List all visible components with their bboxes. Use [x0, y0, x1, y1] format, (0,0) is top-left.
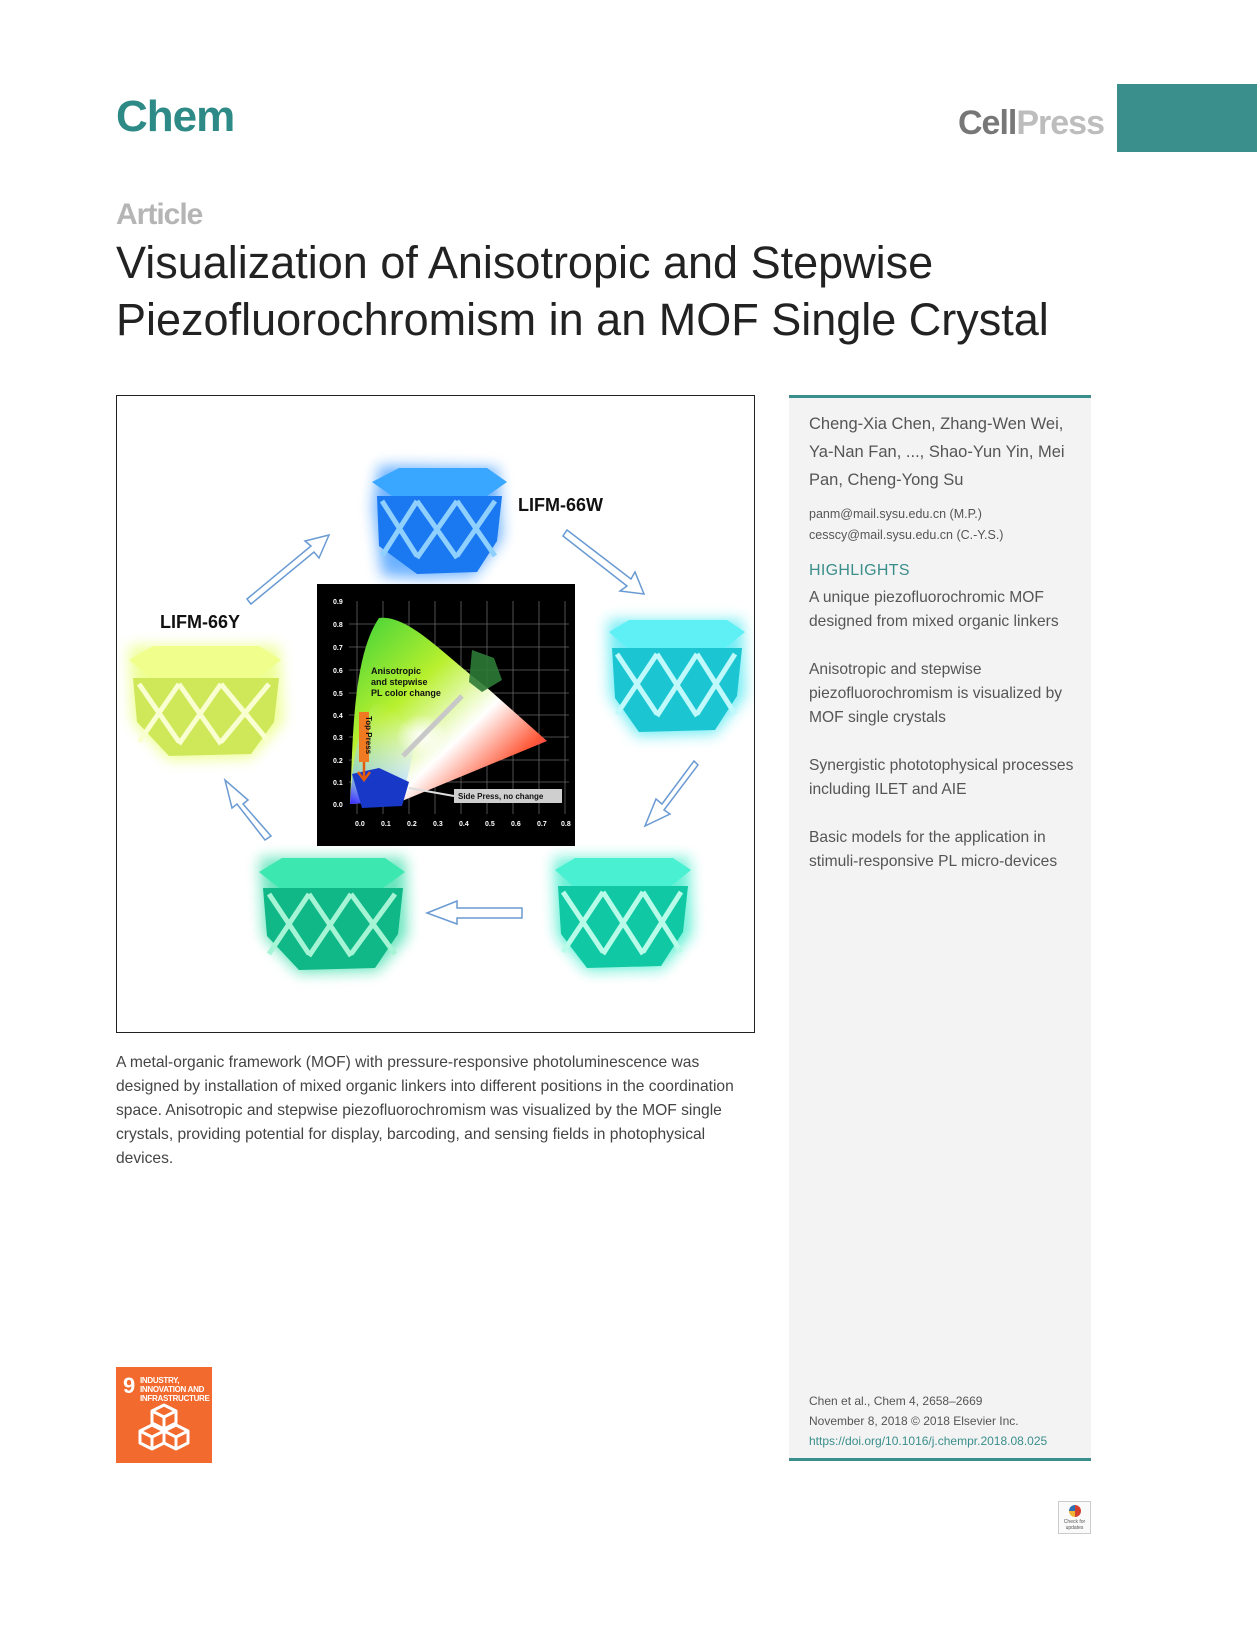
- publisher-logo-cell: Cell: [958, 104, 1017, 142]
- arrow-up-right: [247, 535, 329, 604]
- label-lifm-66y: LIFM-66Y: [160, 612, 241, 632]
- cie-ytick: 0.2: [333, 758, 343, 765]
- citation-reference: Chen et al., Chem 4, 2658–2669: [809, 1394, 983, 1408]
- cie-ytick: 0.0: [333, 802, 343, 809]
- doi-link[interactable]: https://doi.org/10.1016/j.chempr.2018.08.025: [809, 1434, 1048, 1448]
- article-title: Visualization of Anisotropic and Stepwise Piezofluorochromism in an MOF Single Crystal: [116, 237, 1049, 345]
- authors: Cheng-Xia Chen, Zhang-Wen Wei, Ya-Nan Fan, ..., Shao-Yun Yin, Mei Pan, Cheng-Yong Su: [809, 415, 1065, 489]
- citation-date: November 8, 2018 © 2018 Elsevier Inc.: [809, 1414, 1019, 1428]
- highlight-item: Synergistic phototophysical processes including ILET and AIE: [809, 757, 1074, 798]
- sdg-badge: [116, 1367, 212, 1463]
- cie-xtick: 0.8: [561, 821, 571, 828]
- arrow-up-left: [225, 780, 271, 840]
- arrow-down-left: [645, 761, 698, 826]
- highlights-heading: HIGHLIGHTS: [809, 562, 910, 579]
- cie-annotation-line-2: and stepwise: [371, 677, 428, 687]
- header-color-tab: [1117, 84, 1257, 152]
- cie-xtick: 0.5: [485, 821, 495, 828]
- crystal-lifm-66y: [129, 646, 283, 760]
- cie-annotation-line-1: Anisotropic: [371, 666, 422, 676]
- cie-xtick: 0.0: [355, 821, 365, 828]
- cie-ytick: 0.8: [333, 622, 343, 629]
- check-for-updates-label: Check for updates: [1063, 1519, 1086, 1531]
- graphical-abstract-svg: [117, 396, 754, 1032]
- highlight-item: A unique piezofluorochromic MOF designed from mixed organic linkers: [809, 589, 1059, 630]
- abstract: A metal-organic framework (MOF) with pressure-responsive photoluminescence was designed by installation of mixed organic linkers into different positions in the coordination space. Anisotropic and stepwise piezofluorochromism was visualized by the MOF single crystals, providing potential for display, barcoding, and sensing fields in photophysical devices.: [116, 1054, 734, 1167]
- cie-ytick: 0.9: [333, 599, 343, 606]
- cie-x-ticks: [355, 821, 571, 828]
- citation: [809, 1391, 1047, 1451]
- highlights-list: [809, 586, 1081, 898]
- cie-xtick: 0.3: [433, 821, 443, 828]
- check-for-updates-icon: [1069, 1505, 1081, 1517]
- cie-ytick: 0.1: [333, 780, 343, 787]
- article-type: Article: [116, 198, 203, 231]
- cie-ytick: 0.4: [333, 713, 343, 720]
- sdg-number: 9: [123, 1373, 136, 1398]
- top-press-label: Top Press: [364, 716, 373, 755]
- journal-logo: Chem: [116, 92, 235, 141]
- highlight-item: Basic models for the application in stimuli-responsive PL micro-devices: [809, 829, 1058, 870]
- article-info-panel: [789, 395, 1091, 1461]
- check-for-updates-button[interactable]: [1058, 1501, 1091, 1534]
- cie-xtick: 0.1: [381, 821, 391, 828]
- email-link[interactable]: cesscy@mail.sysu.edu.cn (C.-Y.S.): [809, 528, 1004, 542]
- publisher-logo-press: Press: [1016, 104, 1104, 142]
- graphical-abstract: [116, 395, 755, 1033]
- publisher-logo: [958, 104, 1104, 143]
- sdg-label: INDUSTRY, INNOVATION AND INFRASTRUCTURE: [140, 1376, 210, 1403]
- crystal-cyan: [608, 620, 745, 736]
- contact-emails: [809, 504, 1003, 546]
- cie-xtick: 0.4: [459, 821, 469, 828]
- cie-xtick: 0.6: [511, 821, 521, 828]
- side-press-label: Side Press, no change: [458, 792, 544, 801]
- cie-xtick: 0.7: [537, 821, 547, 828]
- cie-ytick: 0.6: [333, 668, 343, 675]
- cubes-icon: [138, 1403, 190, 1455]
- crystal-aqua: [554, 858, 692, 971]
- arrow-left: [427, 901, 522, 924]
- cie-diagram: [317, 584, 575, 846]
- cie-ytick: 0.3: [333, 735, 343, 742]
- crystal-lifm-66w: [372, 466, 507, 578]
- cie-annotation-line-3: PL color change: [371, 688, 441, 698]
- cie-ytick: 0.7: [333, 645, 343, 652]
- highlight-item: Anisotropic and stepwise piezofluorochromism is visualized by MOF single crystals: [809, 661, 1063, 726]
- cie-ytick: 0.5: [333, 691, 343, 698]
- email-link[interactable]: panm@mail.sysu.edu.cn (M.P.): [809, 507, 982, 521]
- crystal-green: [259, 858, 407, 973]
- cie-xtick: 0.2: [407, 821, 417, 828]
- arrow-down-right: [563, 530, 644, 594]
- label-lifm-66w: LIFM-66W: [518, 495, 603, 515]
